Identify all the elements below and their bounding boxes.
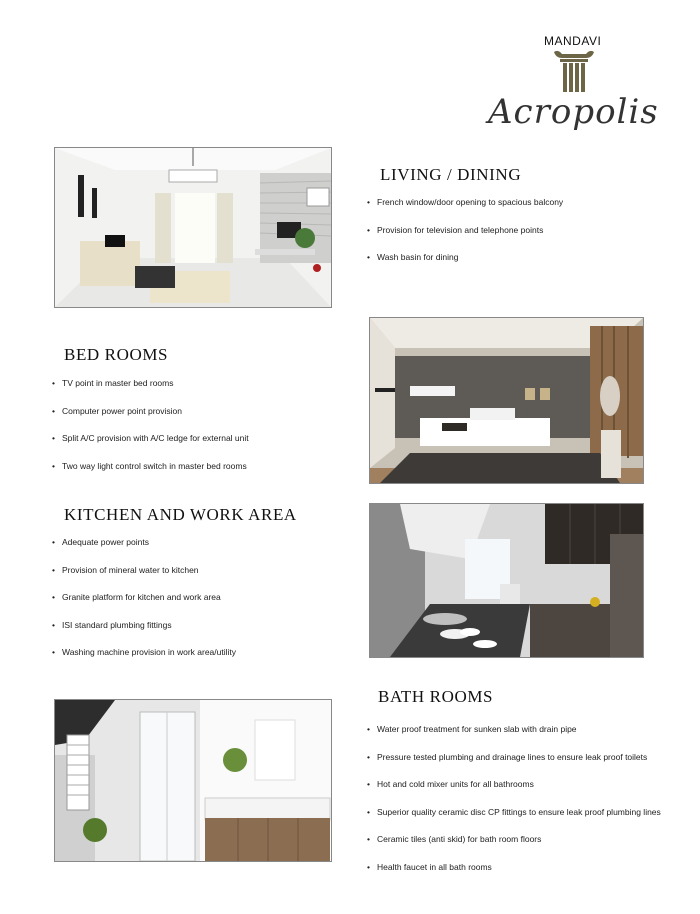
kitchen-heading: KITCHEN AND WORK AREA: [64, 505, 297, 524]
bath-rooms-list: [367, 724, 661, 889]
list-item: • Provision of mineral water to kitchen: [52, 565, 236, 593]
bath-rooms-heading: BATH ROOMS: [378, 687, 494, 706]
bed-rooms-heading: BED ROOMS: [64, 345, 169, 364]
list-item: • Provision for television and telephone points: [367, 225, 563, 253]
list-item: • TV point in master bed rooms: [52, 378, 249, 406]
list-item: • Water proof treatment for sunken slab with drain pipe: [367, 724, 661, 752]
bathroom-photo: [54, 699, 332, 862]
list-item: • Granite platform for kitchen and work area: [52, 592, 236, 620]
kitchen-photo: [369, 503, 644, 658]
living-dining-heading: LIVING / DINING: [380, 165, 522, 184]
list-item: • Pressure tested plumbing and drainage lines to ensure leak proof toilets: [367, 752, 661, 780]
acropolis-logo: [488, 34, 659, 144]
kitchen-list: [52, 537, 236, 675]
living-dining-list: [367, 197, 563, 280]
bed-rooms-list: [52, 378, 249, 488]
list-item: • Superior quality ceramic disc CP fittings to ensure leak proof plumbing lines: [367, 807, 661, 835]
list-item: • Two way light control switch in master bed rooms: [52, 461, 249, 489]
list-item: • ISI standard plumbing fittings: [52, 620, 236, 648]
list-item: • French window/door opening to spacious balcony: [367, 197, 563, 225]
logo-script-text: Acropolis: [488, 92, 659, 132]
living-room-photo: [54, 147, 332, 308]
list-item: • Hot and cold mixer units for all bathrooms: [367, 779, 661, 807]
list-item: • Washing machine provision in work area/utility: [52, 647, 236, 675]
list-item: • Ceramic tiles (anti skid) for bath room floors: [367, 834, 661, 862]
list-item: • Wash basin for dining: [367, 252, 563, 280]
list-item: • Health faucet in all bath rooms: [367, 862, 661, 890]
logo-brand-text: MANDAVI: [544, 34, 602, 48]
list-item: • Computer power point provision: [52, 406, 249, 434]
list-item: • Split A/C provision with A/C ledge for external unit: [52, 433, 249, 461]
list-item: • Adequate power points: [52, 537, 236, 565]
bedroom-photo: [369, 317, 644, 484]
pillar-icon: [552, 50, 596, 94]
